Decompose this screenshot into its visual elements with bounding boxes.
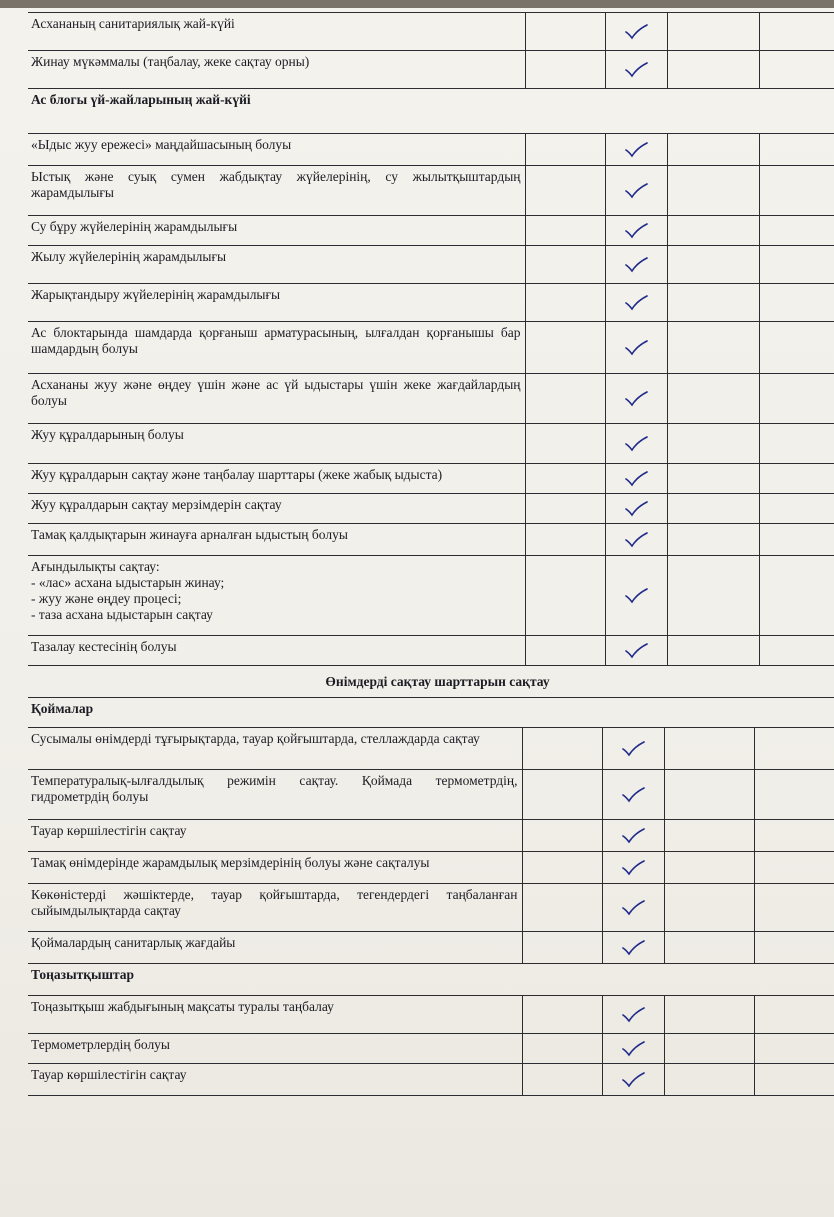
- check-cell: [605, 284, 667, 322]
- checkmark-icon: [624, 436, 648, 452]
- section-header-row: [28, 666, 834, 698]
- empty-cell: [667, 51, 759, 89]
- table-row: [28, 13, 834, 51]
- empty-cell: [525, 322, 605, 374]
- check-cell: [602, 884, 664, 932]
- empty-cell: [759, 246, 834, 284]
- empty-cell: [759, 134, 834, 166]
- row-label: Жинау мүкәммалы (таңбалау, жеке сақтау орны): [28, 51, 525, 89]
- check-cell: [605, 424, 667, 464]
- checkmark-icon: [624, 391, 648, 407]
- check-cell: [605, 636, 667, 666]
- table-row: [28, 524, 834, 556]
- empty-cell: [759, 13, 834, 51]
- section-header-row: [28, 964, 834, 996]
- empty-cell: [522, 884, 602, 932]
- table-row: [28, 1064, 834, 1096]
- section-header-row: [28, 698, 834, 728]
- empty-cell: [759, 636, 834, 666]
- empty-cell: [664, 852, 754, 884]
- checklist-table-lower: [28, 697, 834, 1096]
- empty-cell: [667, 284, 759, 322]
- empty-cell: [522, 770, 602, 820]
- empty-cell: [759, 464, 834, 494]
- check-cell: [602, 728, 664, 770]
- row-label: Ас блоктарында шамдарда қорғаныш арматурасының, ылғалдан қорғанышы бар шамдардың болуы: [28, 322, 525, 374]
- checkmark-icon: [621, 828, 645, 844]
- checkmark-icon: [624, 62, 648, 78]
- table-row: [28, 770, 834, 820]
- top-edge-shadow: [0, 0, 834, 8]
- checkmark-icon: [624, 643, 648, 659]
- check-cell: [602, 820, 664, 852]
- checkmark-icon: [624, 340, 648, 356]
- empty-cell: [522, 996, 602, 1034]
- row-label: Термометрлердің болуы: [28, 1034, 522, 1064]
- empty-cell: [525, 51, 605, 89]
- empty-cell: [754, 820, 834, 852]
- empty-cell: [525, 246, 605, 284]
- row-label-line: - «лас» асхана ыдыстарын жинау;: [31, 575, 225, 590]
- empty-cell: [525, 216, 605, 246]
- empty-cell: [667, 424, 759, 464]
- check-cell: [602, 932, 664, 964]
- check-cell: [605, 13, 667, 51]
- empty-cell: [759, 166, 834, 216]
- empty-cell: [667, 494, 759, 524]
- empty-cell: [754, 884, 834, 932]
- empty-cell: [525, 636, 605, 666]
- table-row: [28, 852, 834, 884]
- empty-cell: [525, 166, 605, 216]
- section-header-row: [28, 89, 834, 134]
- empty-cell: [664, 932, 754, 964]
- row-label: Тазалау кестесінің болуы: [28, 636, 525, 666]
- checkmark-icon: [624, 295, 648, 311]
- row-label-line: Ағындылықты сақтау:: [31, 559, 160, 574]
- empty-cell: [525, 494, 605, 524]
- empty-cell: [667, 13, 759, 51]
- row-label: Жылу жүйелерінің жарамдылығы: [28, 246, 525, 284]
- row-label: Тоңазытқыш жабдығының мақсаты туралы таңбалау: [28, 996, 522, 1034]
- empty-cell: [759, 374, 834, 424]
- checkmark-icon: [621, 940, 645, 956]
- empty-cell: [754, 728, 834, 770]
- check-cell: [605, 464, 667, 494]
- checkmark-icon: [621, 1041, 645, 1057]
- check-cell: [605, 494, 667, 524]
- empty-cell: [525, 13, 605, 51]
- empty-cell: [522, 820, 602, 852]
- empty-cell: [759, 322, 834, 374]
- check-cell: [605, 322, 667, 374]
- empty-cell: [522, 932, 602, 964]
- table-row: [28, 932, 834, 964]
- empty-cell: [522, 1034, 602, 1064]
- check-cell: [605, 374, 667, 424]
- row-label: Көкөністерді жәшіктерде, тауар қойғыштарда, тегендердегі таңбаланған сыйымдылықтарда сақтау: [28, 884, 522, 932]
- table-row: [28, 556, 834, 636]
- table-row: [28, 284, 834, 322]
- empty-cell: [667, 246, 759, 284]
- table-row: [28, 246, 834, 284]
- table-row: [28, 820, 834, 852]
- section-title: Қоймалар: [28, 698, 834, 728]
- empty-cell: [667, 216, 759, 246]
- row-label: Жуу құралдарын сақтау мерзімдерін сақтау: [28, 494, 525, 524]
- empty-cell: [664, 728, 754, 770]
- empty-cell: [667, 636, 759, 666]
- table-row: [28, 216, 834, 246]
- table-row: [28, 374, 834, 424]
- table-row: [28, 636, 834, 666]
- check-cell: [605, 134, 667, 166]
- checkmark-icon: [621, 1072, 645, 1088]
- check-cell: [605, 524, 667, 556]
- empty-cell: [525, 524, 605, 556]
- row-label: Тауар көршілестігін сақтау: [28, 1064, 522, 1096]
- check-cell: [602, 770, 664, 820]
- section-title: Өнімдерді сақтау шарттарын сақтау: [28, 666, 834, 698]
- check-cell: [602, 1064, 664, 1096]
- row-label-line: - жуу және өңдеу процесі;: [31, 591, 182, 606]
- table-row: [28, 494, 834, 524]
- row-label: Жуу құралдарын сақтау және таңбалау шарттары (жеке жабық ыдыста): [28, 464, 525, 494]
- check-cell: [602, 996, 664, 1034]
- row-label: Ыстық және суық сумен жабдықтау жүйелерінің, су жылытқыштардың жарамдылығы: [28, 166, 525, 216]
- row-label: [28, 556, 525, 636]
- empty-cell: [664, 820, 754, 852]
- row-label: Қоймалардың санитарлық жағдайы: [28, 932, 522, 964]
- empty-cell: [667, 464, 759, 494]
- row-label: Жарықтандыру жүйелерінің жарамдылығы: [28, 284, 525, 322]
- empty-cell: [664, 884, 754, 932]
- empty-cell: [759, 524, 834, 556]
- empty-cell: [759, 556, 834, 636]
- empty-cell: [754, 852, 834, 884]
- empty-cell: [664, 996, 754, 1034]
- empty-cell: [664, 770, 754, 820]
- checkmark-icon: [624, 532, 648, 548]
- table-row: [28, 464, 834, 494]
- empty-cell: [754, 770, 834, 820]
- empty-cell: [664, 1064, 754, 1096]
- empty-cell: [759, 284, 834, 322]
- table-row: [28, 424, 834, 464]
- row-label-line: - таза асхана ыдыстарын сақтау: [31, 607, 213, 622]
- section-title: Тоңазытқыштар: [28, 964, 834, 996]
- empty-cell: [664, 1034, 754, 1064]
- check-cell: [605, 51, 667, 89]
- empty-cell: [667, 322, 759, 374]
- check-cell: [605, 166, 667, 216]
- empty-cell: [667, 134, 759, 166]
- row-label: Температуралық-ылғалдылық режимін сақтау. Қоймада термометрдің, гидрометрдің болуы: [28, 770, 522, 820]
- row-label: Су бұру жүйелерінің жарамдылығы: [28, 216, 525, 246]
- table-row: [28, 51, 834, 89]
- empty-cell: [754, 932, 834, 964]
- checkmark-icon: [621, 900, 645, 916]
- checkmark-icon: [621, 1007, 645, 1023]
- checkmark-icon: [621, 860, 645, 876]
- check-cell: [605, 556, 667, 636]
- empty-cell: [759, 494, 834, 524]
- empty-cell: [525, 556, 605, 636]
- checkmark-icon: [624, 183, 648, 199]
- empty-cell: [522, 728, 602, 770]
- empty-cell: [525, 134, 605, 166]
- row-label: Жуу құралдарының болуы: [28, 424, 525, 464]
- row-label: Тамақ қалдықтарын жинауға арналған ыдыстың болуы: [28, 524, 525, 556]
- checkmark-icon: [621, 741, 645, 757]
- empty-cell: [525, 284, 605, 322]
- empty-cell: [759, 51, 834, 89]
- table-row: [28, 728, 834, 770]
- empty-cell: [754, 1064, 834, 1096]
- checkmark-icon: [624, 142, 648, 158]
- empty-cell: [525, 424, 605, 464]
- empty-cell: [667, 374, 759, 424]
- empty-cell: [525, 374, 605, 424]
- table-row: [28, 884, 834, 932]
- table-row: [28, 134, 834, 166]
- empty-cell: [759, 216, 834, 246]
- empty-cell: [759, 424, 834, 464]
- checkmark-icon: [621, 787, 645, 803]
- empty-cell: [667, 524, 759, 556]
- row-label: Тамақ өнімдерінде жарамдылық мерзімдерінің болуы және сақталуы: [28, 852, 522, 884]
- empty-cell: [754, 996, 834, 1034]
- check-cell: [605, 216, 667, 246]
- section-title: Ас блогы үй-жайларының жай-күйі: [28, 89, 834, 134]
- row-label: Асхананы жуу және өңдеу үшін және ас үй ыдыстары үшін жеке жағдайлардың болуы: [28, 374, 525, 424]
- checkmark-icon: [624, 257, 648, 273]
- empty-cell: [667, 166, 759, 216]
- empty-cell: [667, 556, 759, 636]
- checkmark-icon: [624, 501, 648, 517]
- empty-cell: [754, 1034, 834, 1064]
- row-label: Асхананың санитариялық жай-күйі: [28, 13, 525, 51]
- row-label: Тауар көршілестігін сақтау: [28, 820, 522, 852]
- checkmark-icon: [624, 24, 648, 40]
- empty-cell: [525, 464, 605, 494]
- checkmark-icon: [624, 223, 648, 239]
- row-label: «Ыдыс жуу ережесі» маңдайшасының болуы: [28, 134, 525, 166]
- check-cell: [602, 1034, 664, 1064]
- row-label: Сусымалы өнімдерді тұғырықтарда, тауар қойғыштарда, стеллаждарда сақтау: [28, 728, 522, 770]
- empty-cell: [522, 1064, 602, 1096]
- table-row: [28, 996, 834, 1034]
- table-row: [28, 166, 834, 216]
- checkmark-icon: [624, 471, 648, 487]
- check-cell: [605, 246, 667, 284]
- check-cell: [602, 852, 664, 884]
- checklist-table-upper: [28, 12, 834, 698]
- checkmark-icon: [624, 588, 648, 604]
- table-row: [28, 322, 834, 374]
- table-row: [28, 1034, 834, 1064]
- empty-cell: [522, 852, 602, 884]
